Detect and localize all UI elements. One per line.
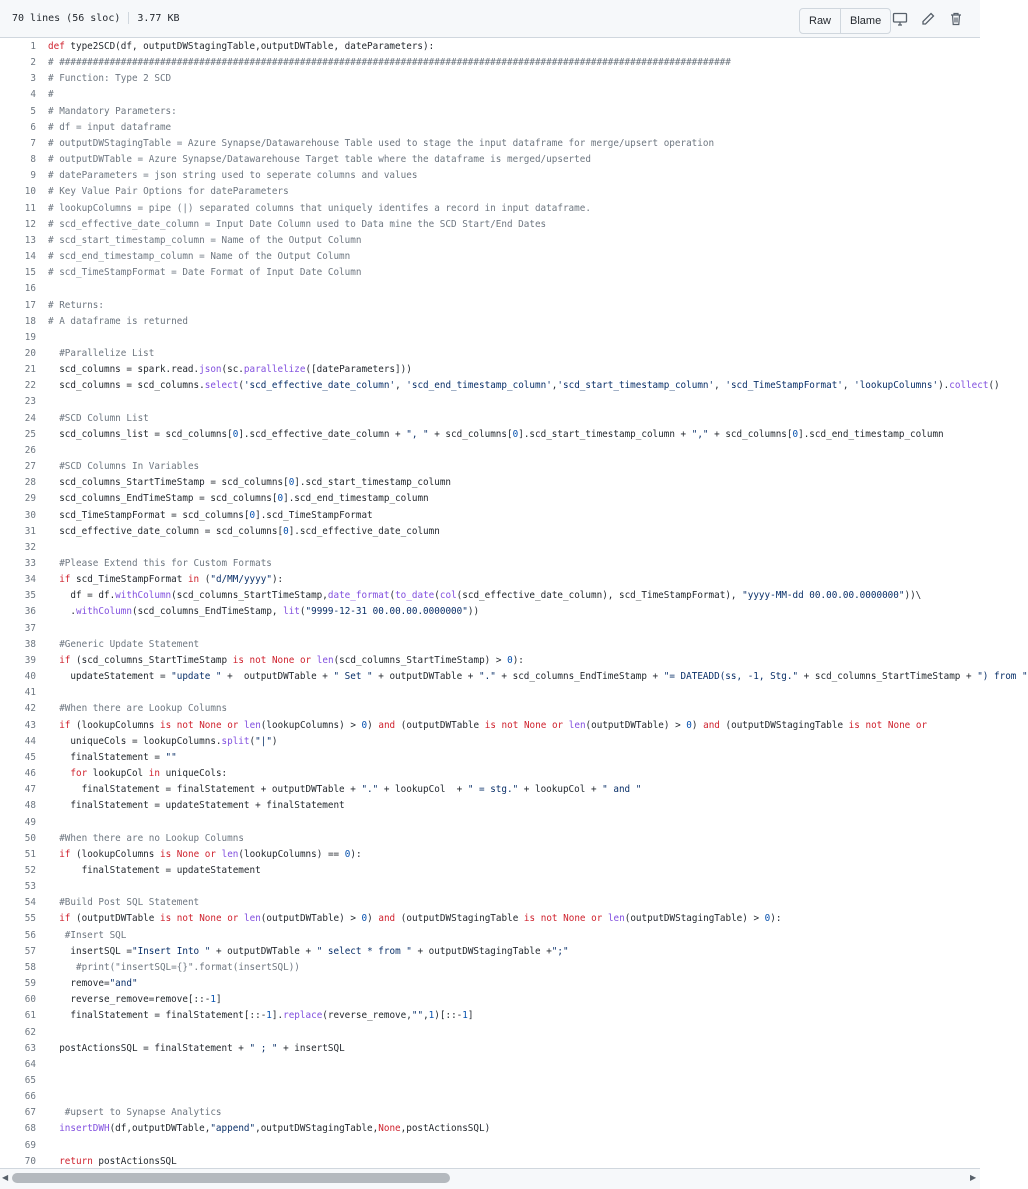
scrollbar-thumb[interactable] [12, 1173, 450, 1183]
code-text: scd_columns = spark.read.json(sc.parallelize([dateParameters])) [48, 364, 412, 376]
line-number[interactable]: 23 [24, 396, 36, 408]
line-number[interactable]: 54 [24, 897, 36, 909]
line-number[interactable]: 36 [24, 606, 36, 618]
code-line [0, 750, 980, 766]
code-text: # Key Value Pair Options for dateParameters [48, 186, 289, 198]
code-text: #SCD Columns In Variables [59, 461, 200, 473]
line-number[interactable]: 12 [24, 218, 36, 230]
code-text: #upsert to Synapse Analytics [64, 1107, 222, 1119]
code-line [0, 782, 980, 798]
line-number[interactable]: 7 [30, 137, 36, 149]
line-number[interactable]: 65 [24, 1075, 36, 1086]
code-line [0, 265, 980, 281]
code-text: uniqueCols = lookupColumns.split("|") [48, 735, 278, 747]
code-line [0, 281, 980, 297]
line-number[interactable]: 33 [24, 558, 36, 569]
code-line [0, 976, 980, 992]
line-number[interactable]: 11 [24, 202, 36, 214]
code-text: #When there are no Lookup Columns [59, 832, 244, 844]
code-line [0, 1057, 980, 1073]
code-line [0, 201, 980, 217]
line-number[interactable]: 45 [24, 751, 36, 763]
line-number[interactable]: 61 [24, 1010, 36, 1022]
code-line [0, 911, 980, 927]
code-text: # df = input dataframe [48, 121, 172, 133]
code-line [0, 831, 980, 847]
code-text: scd_columns_StartTimeStamp = scd_columns[0].scd_start_timestamp_column [48, 477, 452, 489]
code-line [0, 556, 980, 572]
code-text: # Function: Type 2 SCD [48, 73, 172, 85]
code-text: #print("insertSQL={}".format(insertSQL)) [76, 961, 300, 973]
code-text: postActionsSQL = finalStatement + " ; " + insertSQL [48, 1042, 345, 1054]
pencil-icon[interactable] [920, 11, 936, 27]
line-number[interactable]: 64 [24, 1058, 36, 1070]
line-number[interactable]: 19 [24, 331, 36, 343]
code-line [0, 1073, 980, 1089]
code-text: #Generic Update Statement [59, 638, 200, 650]
code-line [0, 734, 980, 750]
code-line [0, 1041, 980, 1057]
code-text: # [48, 89, 54, 101]
code-line [0, 217, 980, 233]
code-line [0, 1121, 980, 1137]
line-number[interactable]: 32 [24, 541, 36, 553]
line-number[interactable]: 24 [24, 412, 36, 424]
scroll-left-icon[interactable]: ◀ [2, 1173, 9, 1182]
code-line [0, 87, 980, 103]
line-number[interactable]: 41 [24, 687, 36, 699]
code-line [0, 330, 980, 346]
line-number[interactable]: 50 [24, 832, 36, 844]
divider [128, 12, 129, 24]
line-number[interactable]: 69 [24, 1139, 36, 1151]
code-text: #Parallelize List [59, 347, 155, 359]
code-text: #Please Extend this for Custom Formats [59, 558, 272, 569]
line-number[interactable]: 31 [24, 525, 36, 537]
code-text: scd_TimeStampFormat = scd_columns[0].scd_TimeStampFormat [48, 509, 373, 521]
line-number[interactable]: 47 [24, 784, 36, 796]
code-line [0, 443, 980, 459]
line-number[interactable]: 68 [24, 1123, 36, 1135]
line-number[interactable]: 55 [24, 913, 36, 925]
line-number[interactable]: 40 [24, 671, 36, 683]
code-line [0, 701, 980, 717]
code-line [0, 298, 980, 314]
code-line [0, 184, 980, 200]
scroll-right-icon[interactable]: ▶ [970, 1173, 977, 1182]
code-line [0, 362, 980, 378]
line-number[interactable]: 60 [24, 994, 36, 1006]
code-line [0, 685, 980, 701]
line-number[interactable]: 17 [24, 299, 36, 311]
code-text: for lookupCol in uniqueCols: [70, 768, 228, 780]
code-line [0, 1025, 980, 1041]
code-text: insertSQL ="Insert Into " + outputDWTable + " select * from " + outputDWStagingTable +";" [48, 945, 569, 957]
code-text: # lookupColumns = pipe (|) separated columns that uniquely identifes a record in input dataframe. [48, 202, 591, 214]
code-line [0, 427, 980, 443]
blame-button[interactable]: Blame [840, 9, 890, 33]
line-number[interactable]: 22 [24, 380, 36, 392]
line-number[interactable]: 1 [30, 41, 36, 52]
code-text: # outputDWTable = Azure Synapse/Datawarehouse Target table where the dataframe is merged/upserted [48, 154, 591, 166]
desktop-icon[interactable] [892, 11, 908, 27]
trash-icon[interactable] [948, 11, 964, 27]
code-text: scd_effective_date_column = scd_columns[0].scd_effective_date_column [48, 525, 440, 537]
code-line [0, 233, 980, 249]
code-text: finalStatement = finalStatement + outputDWTable + "." + lookupCol + " = stg." + lookupCol + " and " [48, 784, 642, 796]
line-number[interactable]: 67 [24, 1107, 36, 1119]
code-line [0, 572, 980, 588]
code-line [0, 992, 980, 1008]
code-line [0, 944, 980, 960]
line-number[interactable]: 63 [24, 1042, 36, 1054]
code-text: if (scd_columns_StartTimeStamp is not None or len(scd_columns_StartTimeStamp) > 0): [59, 654, 524, 666]
code-text: #Insert SQL [64, 929, 127, 941]
line-number[interactable]: 62 [24, 1026, 36, 1038]
code-line [0, 491, 980, 507]
horizontal-scrollbar[interactable] [0, 1168, 980, 1189]
code-line [0, 718, 980, 734]
code-text: scd_columns = scd_columns.select('scd_effective_date_column', 'scd_end_timestamp_column','scd_start_timestamp_column', 'scd_TimeStampFormat', 'lookupColumns').collect() [48, 380, 1000, 392]
line-number[interactable]: 53 [24, 881, 36, 893]
code-text: finalStatement = "" [48, 751, 177, 763]
code-line [0, 459, 980, 475]
code-line [0, 71, 980, 87]
code-line [0, 1089, 980, 1105]
code-text: if (lookupColumns is None or len(lookupColumns) == 0): [59, 848, 362, 860]
code-text: def type2SCD(df, outputDWStagingTable,outputDWTable, dateParameters): [48, 41, 435, 52]
code-text: df = df.withColumn(scd_columns_StartTimeStamp,date_format(to_date(col(scd_effective_date_column), scd_TimeStampFormat), "yyyy-MM-dd 00.00.00.0000000"))\ [48, 590, 922, 602]
code-text: #When there are Lookup Columns [59, 703, 228, 715]
line-number[interactable]: 9 [30, 170, 36, 182]
code-line [0, 152, 980, 168]
code-text: # dateParameters = json string used to seperate columns and values [48, 170, 418, 182]
line-number[interactable]: 39 [24, 654, 36, 666]
code-line [0, 895, 980, 911]
line-number[interactable]: 52 [24, 864, 36, 876]
code-line [0, 798, 980, 814]
code-line [0, 653, 980, 669]
code-line [0, 55, 980, 71]
code-text: scd_columns_list = scd_columns[0].scd_effective_date_column + ", " + scd_columns[0].scd_start_timestamp_column + "," + scd_columns[0].scd_end_timestamp_column [48, 428, 944, 440]
code-line [0, 1008, 980, 1024]
code-line [0, 669, 1028, 685]
code-text: # outputDWStagingTable = Azure Synapse/Datawarehouse Table used to stage the input dataframe for merge/upsert operation [48, 137, 715, 149]
file-actions [799, 8, 891, 34]
code-text: if (lookupColumns is not None or len(lookupColumns) > 0) and (outputDWTable is not None or len(outputDWTable) > 0) and (outputDWStagingTable is not None or [59, 719, 928, 731]
code-line [0, 136, 980, 152]
code-line [0, 346, 980, 362]
code-text: #Build Post SQL Statement [59, 897, 200, 909]
line-number[interactable]: 30 [24, 509, 36, 521]
code-text: if (outputDWTable is not None or len(outputDWTable) > 0) and (outputDWStagingTable is not None or len(outputDWStagingTable) > 0): [59, 913, 782, 925]
line-number[interactable]: 59 [24, 978, 36, 990]
code-text: updateStatement = "update " + outputDWTable + " Set " + outputDWTable + "." + scd_columns_EndTimeStamp + "= DATEADD(ss, -1, Stg." + scd_columns_StartTimeStamp + ") from " [48, 671, 1028, 683]
code-line [0, 621, 980, 637]
code-text: insertDWH(df,outputDWTable,"append",outputDWStagingTable,None,postActionsSQL) [59, 1123, 491, 1135]
code-line [0, 1138, 980, 1154]
code-line [0, 475, 980, 491]
line-number[interactable]: 48 [24, 800, 36, 812]
code-text: # Returns: [48, 299, 104, 311]
code-line [0, 378, 1000, 394]
code-line [0, 588, 980, 604]
line-number[interactable]: 25 [24, 428, 36, 440]
line-number[interactable]: 57 [24, 945, 36, 957]
code-text: if scd_TimeStampFormat in ("d/MM/yyyy"): [59, 574, 284, 586]
line-number[interactable]: 38 [24, 638, 36, 650]
line-number[interactable]: 28 [24, 477, 36, 489]
line-number[interactable]: 29 [24, 493, 36, 505]
file-header [0, 0, 980, 38]
code-line [0, 524, 980, 540]
code-line [0, 637, 980, 653]
code-line [0, 879, 980, 895]
code-text: #SCD Column List [59, 412, 149, 424]
code-text: finalStatement = finalStatement[::-1].replace(reverse_remove,"",1)[::-1] [48, 1010, 474, 1022]
line-number[interactable]: 56 [24, 929, 36, 941]
code-line [0, 540, 980, 556]
line-number[interactable]: 3 [30, 73, 36, 85]
line-number[interactable]: 58 [24, 961, 36, 973]
code-line [0, 120, 980, 136]
line-number[interactable]: 66 [24, 1091, 36, 1103]
line-count: 70 lines (56 sloc) [12, 13, 121, 24]
raw-button[interactable]: Raw [809, 15, 832, 27]
code-text: # A dataframe is returned [48, 315, 188, 327]
line-number[interactable]: 4 [30, 89, 36, 101]
line-number[interactable]: 43 [24, 719, 36, 731]
code-line [0, 863, 980, 879]
code-text: # scd_effective_date_column = Input Date Column used to Data mine the SCD Start/End Dates [48, 218, 547, 230]
code-text: # Mandatory Parameters: [48, 105, 177, 117]
code-text: finalStatement = updateStatement [48, 864, 261, 876]
line-number[interactable]: 10 [24, 186, 36, 198]
code-view [0, 38, 1028, 1168]
code-text: scd_columns_EndTimeStamp = scd_columns[0].scd_end_timestamp_column [48, 493, 429, 505]
code-line [0, 928, 980, 944]
code-line [0, 104, 980, 120]
line-number[interactable]: 2 [30, 57, 36, 69]
code-line [0, 847, 980, 863]
line-number[interactable]: 49 [24, 816, 36, 828]
line-number[interactable]: 70 [24, 1155, 36, 1167]
line-number[interactable]: 34 [24, 574, 36, 586]
code-text: finalStatement = updateStatement + finalStatement [48, 800, 345, 812]
line-number[interactable]: 5 [30, 105, 36, 117]
line-number[interactable]: 6 [30, 121, 36, 133]
code-text: return postActionsSQL [59, 1155, 177, 1167]
code-line [0, 249, 980, 265]
line-number[interactable]: 46 [24, 768, 36, 780]
code-line [0, 604, 980, 620]
line-number[interactable]: 15 [24, 267, 36, 279]
code-text: # scd_TimeStampFormat = Date Format of Input Date Column [48, 267, 362, 279]
line-number[interactable]: 18 [24, 315, 36, 327]
code-line [0, 766, 980, 782]
code-text: .withColumn(scd_columns_EndTimeStamp, lit("9999-12-31 00.00.00.0000000")) [48, 606, 480, 618]
code-text: reverse_remove=remove[::-1] [48, 994, 222, 1006]
code-text: remove="and" [48, 978, 138, 990]
file-size: 3.77 KB [137, 13, 180, 24]
code-line [0, 1105, 980, 1121]
code-line [0, 508, 980, 524]
line-number[interactable]: 35 [24, 590, 36, 602]
code-line [0, 815, 980, 831]
line-number[interactable]: 8 [30, 154, 36, 166]
code-line [0, 394, 980, 410]
code-line [0, 411, 980, 427]
code-text: # scd_start_timestamp_column = Name of the Output Column [48, 234, 362, 246]
line-number[interactable]: 51 [24, 848, 36, 860]
line-number[interactable]: 13 [24, 234, 36, 246]
code-text: # scd_end_timestamp_column = Name of the Output Column [48, 251, 351, 263]
line-number[interactable]: 44 [24, 735, 36, 747]
code-line [0, 314, 980, 330]
line-number[interactable]: 21 [24, 364, 36, 376]
line-number[interactable]: 27 [24, 461, 36, 473]
code-line [0, 960, 980, 976]
line-number[interactable]: 42 [24, 703, 36, 715]
code-text: # ######################################################################################################################## [48, 57, 731, 69]
code-line [0, 39, 980, 55]
line-number[interactable]: 26 [24, 444, 36, 456]
line-number[interactable]: 16 [24, 283, 36, 295]
line-number[interactable]: 14 [24, 251, 36, 263]
file-info [12, 12, 180, 24]
line-number[interactable]: 20 [24, 347, 36, 359]
code-line [0, 168, 980, 184]
line-number[interactable]: 37 [24, 622, 36, 634]
